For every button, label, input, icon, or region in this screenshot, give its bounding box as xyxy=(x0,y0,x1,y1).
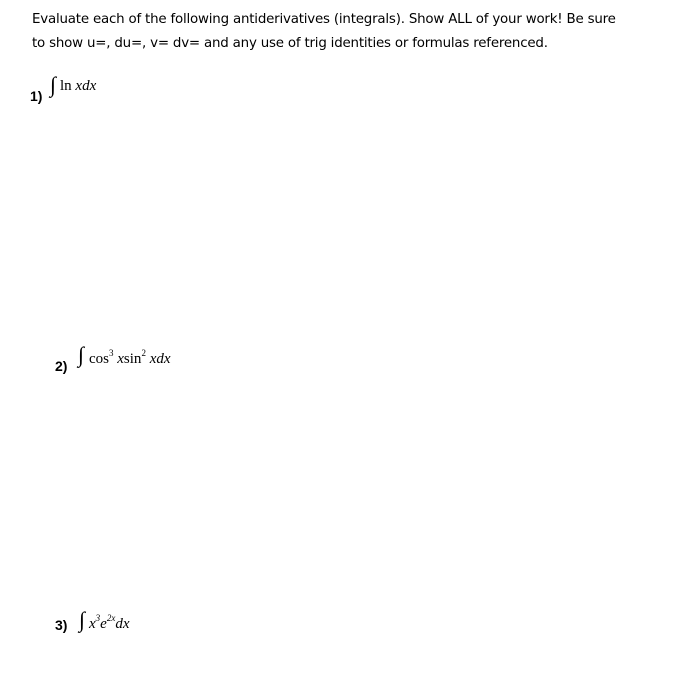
integrand xyxy=(60,78,96,95)
integral-sign: ∫ xyxy=(79,607,86,632)
problem-number: 2) xyxy=(55,358,68,374)
integrand xyxy=(89,348,171,368)
exponent: 3 xyxy=(109,348,114,358)
x-dx-term: xdx xyxy=(145,351,171,367)
problem-number: 3) xyxy=(55,617,68,633)
instructions-line-2: to show u=, du=, v= dv= and any use of trig identities or formulas referenced. xyxy=(32,36,548,51)
cos-term: cos xyxy=(89,351,109,367)
exponent: 2x xyxy=(106,613,116,623)
instructions xyxy=(32,8,662,56)
x-term: x xyxy=(113,351,124,367)
problem-number: 1) xyxy=(30,88,43,104)
x-term: x xyxy=(89,616,96,632)
sin-term: sin xyxy=(123,351,142,367)
integral-sign: ∫ xyxy=(78,342,85,367)
integral-sign: ∫ xyxy=(50,72,57,97)
x-dx-term: xdx xyxy=(75,78,97,94)
ln-term: ln xyxy=(60,78,76,94)
dx-term: dx xyxy=(115,616,130,632)
exponent: 3 xyxy=(95,613,101,623)
exponent: 2 xyxy=(141,348,146,358)
instructions-line-1: Evaluate each of the following antiderivatives (integrals). Show ALL of your work! Be sure xyxy=(32,12,616,27)
integrand xyxy=(89,613,130,633)
e-term: e xyxy=(100,616,107,632)
